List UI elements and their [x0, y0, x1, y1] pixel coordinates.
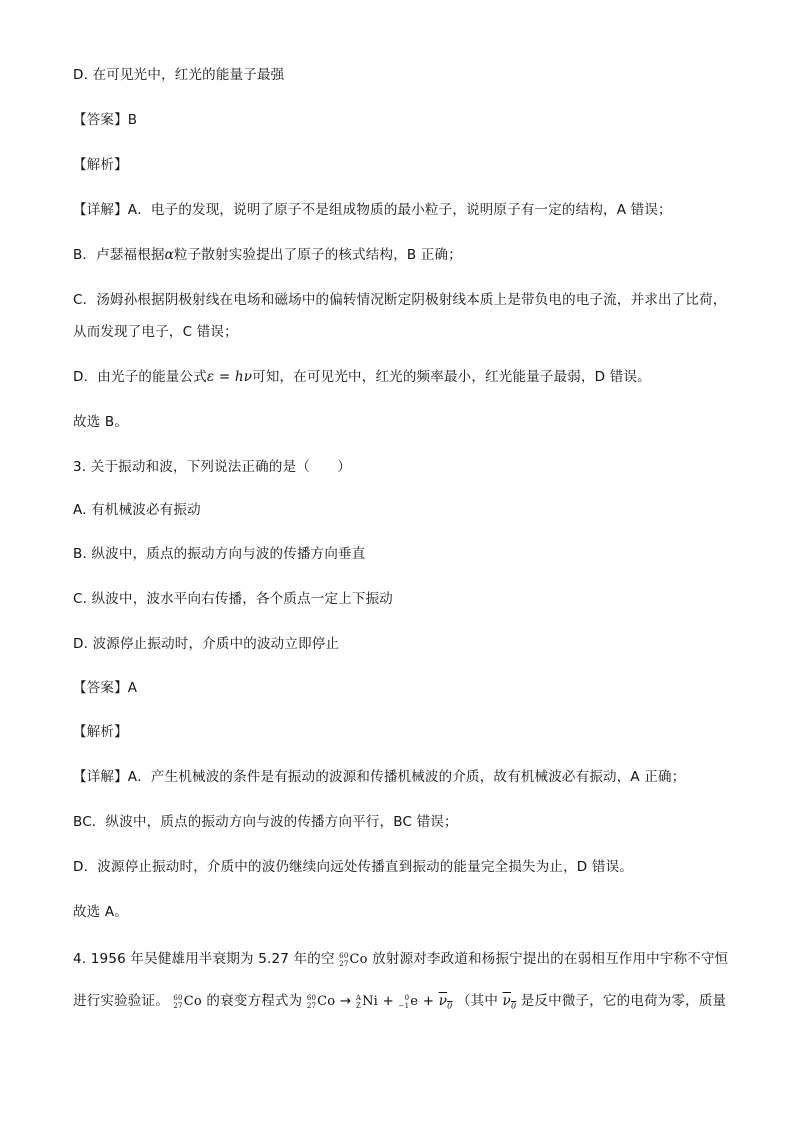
question-4-line1: 4. 1956 年吴健雄用半衰期为 5.27 年的空 60 27 Co 放射源对李政道和杨振宁提出的在弱相互作用中宇称不守恒	[73, 949, 728, 970]
antineutrino-symbol: $\nu_0$	[438, 993, 453, 1011]
analysis-heading-q2: 【解析】	[73, 157, 128, 173]
explanation-c-q2-line1: C．汤姆孙根据阴极射线在电场和磁场中的偏转情况断定阴极射线本质上是带负电的电子流，并求出了比荷，	[73, 292, 727, 308]
question-3-stem: 3. 关于振动和波，下列说法正确的是（ ）	[73, 459, 352, 475]
option-c-q3: C. 纵波中，波水平向右传播，各个质点一定上下振动	[73, 591, 394, 607]
arrow-symbol: →	[339, 993, 352, 1009]
conclusion-q2: 故选 B。	[73, 414, 129, 430]
cobalt-60-nuclide-3: 60 27 Co	[306, 993, 336, 1010]
option-d-q2: D. 在可见光中，红光的能量子最强	[73, 67, 285, 83]
explanation-bc-q3: BC．纵波中，质点的振动方向与波的传播方向平行，BC 错误；	[73, 814, 458, 830]
conclusion-q3: 故选 A。	[73, 904, 129, 920]
question-4-line2: 进行实验验证。 60 27 Co 的衰变方程式为 60 27 Co → A Z Ni + 0 −1 $e + \nu_0$ （其中 $\nu_0$ 是反中微子，它的电荷为零，质量	[73, 993, 727, 1011]
electron-particle: 0 −1 e	[398, 993, 419, 1010]
cobalt-60-nuclide: 60 27 Co	[339, 951, 368, 968]
energy-formula: ε = hν	[206, 369, 253, 385]
explanation-a-q2: 【详解】A．电子的发现，说明了原子不是组成物质的最小粒子，说明原子有一定的结构，A 错误；	[73, 202, 672, 218]
answer-q3: 【答案】A	[73, 680, 138, 696]
option-a-q3: A. 有机械波必有振动	[73, 502, 201, 518]
explanation-c-q2-line2: 从而发现了电子，C 错误；	[73, 324, 238, 340]
option-d-q3: D. 波源停止振动时，介质中的波动立即停止	[73, 636, 340, 652]
answer-q2: 【答案】B	[73, 112, 138, 128]
nickel-nuclide: A Z Ni	[355, 993, 379, 1010]
explanation-d-q2: D．由光子的能量公式ε = hν可知，在可见光中，红光的频率最小，红光能量子最弱，D 错误。	[73, 369, 651, 385]
option-b-q3: B. 纵波中，质点的振动方向与波的传播方向垂直	[73, 546, 366, 562]
explanation-a-q3: 【详解】A．产生机械波的条件是有振动的波源和传播机械波的介质，故有机械波必有振动，A 正确；	[73, 769, 686, 785]
explanation-b-q2: B．卢瑟福根据α粒子散射实验提出了原子的核式结构，B 正确；	[73, 247, 462, 263]
analysis-heading-q3: 【解析】	[73, 724, 128, 740]
cobalt-60-nuclide-2: 60 27 Co	[173, 993, 202, 1010]
alpha-symbol: α	[164, 247, 174, 263]
explanation-d-q3: D．波源停止振动时，介质中的波仍继续向远处传播直到振动的能量完全损失为止，D 错误。	[73, 859, 633, 875]
antineutrino-symbol-2: $\nu_0$	[502, 993, 517, 1011]
